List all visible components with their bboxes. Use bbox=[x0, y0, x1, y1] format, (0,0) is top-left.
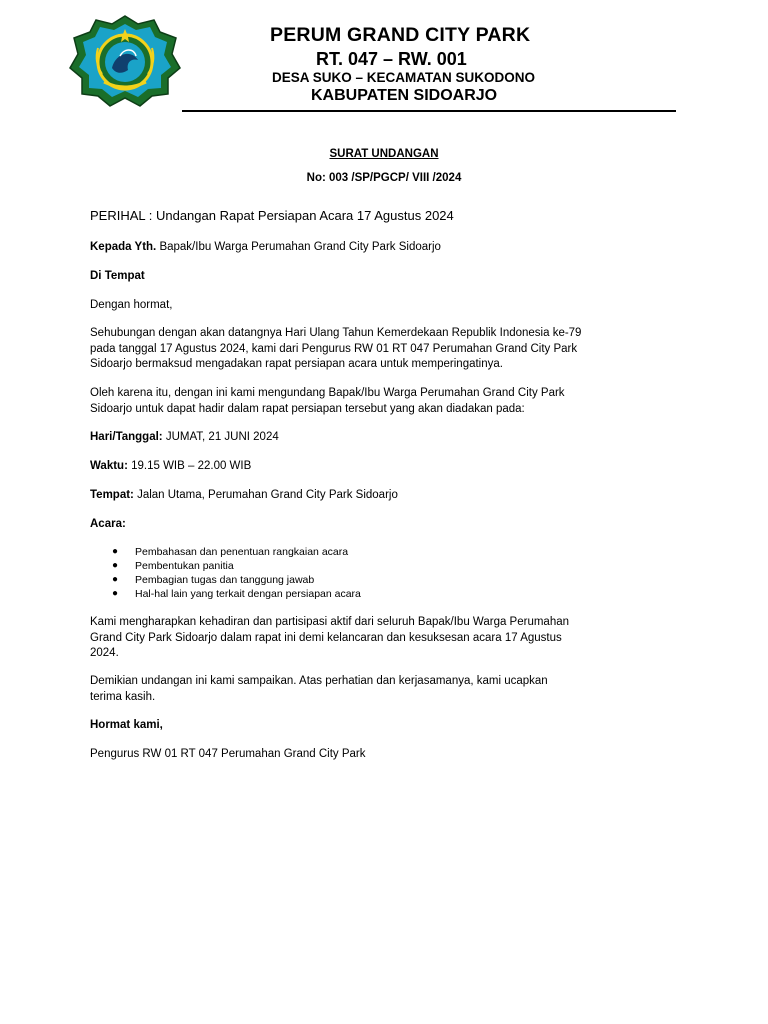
tempat-value: Jalan Utama, Perumahan Grand City Park Sidoarjo bbox=[133, 489, 398, 501]
agenda-item-text: Pembentukan panitia bbox=[135, 560, 234, 572]
tempat-line bbox=[90, 488, 690, 504]
list-item bbox=[90, 573, 361, 587]
bullet-icon: ● bbox=[112, 560, 119, 571]
hari-tanggal-label: Hari/Tanggal: bbox=[90, 431, 163, 443]
list-item bbox=[90, 587, 361, 601]
letterhead-org-name: PERUM GRAND CITY PARK bbox=[270, 24, 531, 46]
acara-heading bbox=[90, 517, 690, 533]
waktu-label: Waktu: bbox=[90, 460, 128, 472]
paragraph-1 bbox=[90, 326, 690, 373]
bullet-icon: ● bbox=[112, 588, 119, 599]
paragraph-line: Demikian undangan ini kami sampaikan. Atas perhatian dan kerjasamanya, kami ucapkan bbox=[90, 675, 548, 687]
letterhead-kabupaten: KABUPATEN SIDOARJO bbox=[311, 87, 498, 104]
waktu-line bbox=[90, 459, 690, 475]
salutation: Dengan hormat, bbox=[90, 299, 173, 311]
paragraph-line: pada tanggal 17 Agustus 2024, kami dari Pengurus RW 01 RT 047 Perumahan Grand City Park bbox=[90, 342, 578, 355]
kepada-value: Bapak/Ibu Warga Perumahan Grand City Park Sidoarjo bbox=[156, 241, 441, 253]
letterhead-divider bbox=[182, 110, 676, 112]
letterhead-desa-kecamatan: DESA SUKO – KECAMATAN SUKODONO bbox=[272, 70, 536, 85]
list-item bbox=[90, 559, 361, 573]
closing-text: Hormat kami, bbox=[90, 719, 163, 731]
paragraph-line: Sidoarjo untuk dapat hadir dalam rapat persiapan tersebut yang akan diadakan pada: bbox=[90, 402, 525, 415]
paragraph-2 bbox=[90, 386, 690, 417]
agenda-item-text: Hal-hal lain yang terkait dengan persiapan acara bbox=[135, 588, 361, 600]
paragraph-line: Sehubungan dengan akan datangnya Hari Ulang Tahun Kemerdekaan Republik Indonesia ke-79 bbox=[90, 327, 582, 339]
agenda-list bbox=[90, 545, 361, 601]
acara-label: Acara: bbox=[90, 518, 126, 530]
agenda-item-text: Pembagian tugas dan tanggung jawab bbox=[135, 574, 315, 586]
paragraph-line: 2024. bbox=[90, 647, 119, 659]
letterhead-rt-rw: RT. 047 – RW. 001 bbox=[316, 49, 467, 69]
waktu-value: 19.15 WIB – 22.00 WIB bbox=[127, 460, 252, 472]
perihal-line: PERIHAL : Undangan Rapat Persiapan Acara 17 Agustus 2024 bbox=[90, 208, 454, 223]
bullet-icon: ● bbox=[112, 546, 119, 557]
kepada-line bbox=[90, 240, 690, 256]
hari-tanggal-value: JUMAT, 21 JUNI 2024 bbox=[162, 431, 279, 443]
di-tempat bbox=[90, 269, 690, 285]
di-tempat-label: Di Tempat bbox=[90, 270, 145, 282]
tempat-label: Tempat: bbox=[90, 489, 134, 501]
paragraph-line: Grand City Park Sidoarjo dalam rapat ini demi kelancaran dan kesuksesan acara 17 Agustus bbox=[90, 631, 562, 644]
letter-number: No: 003 /SP/PGCP/ VIII /2024 bbox=[306, 172, 462, 184]
paragraph-line: terima kasih. bbox=[90, 690, 156, 703]
paragraph-line: Oleh karena itu, dengan ini kami mengundang Bapak/Ibu Warga Perumahan Grand City Park bbox=[90, 387, 565, 399]
agenda-item-text: Pembahasan dan penentuan rangkaian acara bbox=[135, 546, 349, 558]
paragraph-line: Kami mengharapkan kehadiran dan partisipasi aktif dari seluruh Bapak/Ibu Warga Perumahan bbox=[90, 616, 570, 628]
hari-tanggal-line bbox=[90, 430, 690, 446]
closing bbox=[90, 718, 690, 734]
paragraph-line: Sidoarjo bermaksud mengadakan rapat persiapan acara untuk memperingatinya. bbox=[90, 358, 503, 370]
paragraph-4 bbox=[90, 674, 690, 705]
paragraph-3 bbox=[90, 615, 690, 662]
bullet-icon: ● bbox=[112, 574, 119, 585]
kepada-label: Kepada Yth. bbox=[90, 241, 157, 253]
sidoarjo-regency-emblem-icon bbox=[68, 12, 182, 108]
letter-title: SURAT UNDANGAN bbox=[329, 148, 439, 160]
signatory: Pengurus RW 01 RT 047 Perumahan Grand City Park bbox=[90, 748, 366, 760]
list-item bbox=[90, 545, 361, 559]
